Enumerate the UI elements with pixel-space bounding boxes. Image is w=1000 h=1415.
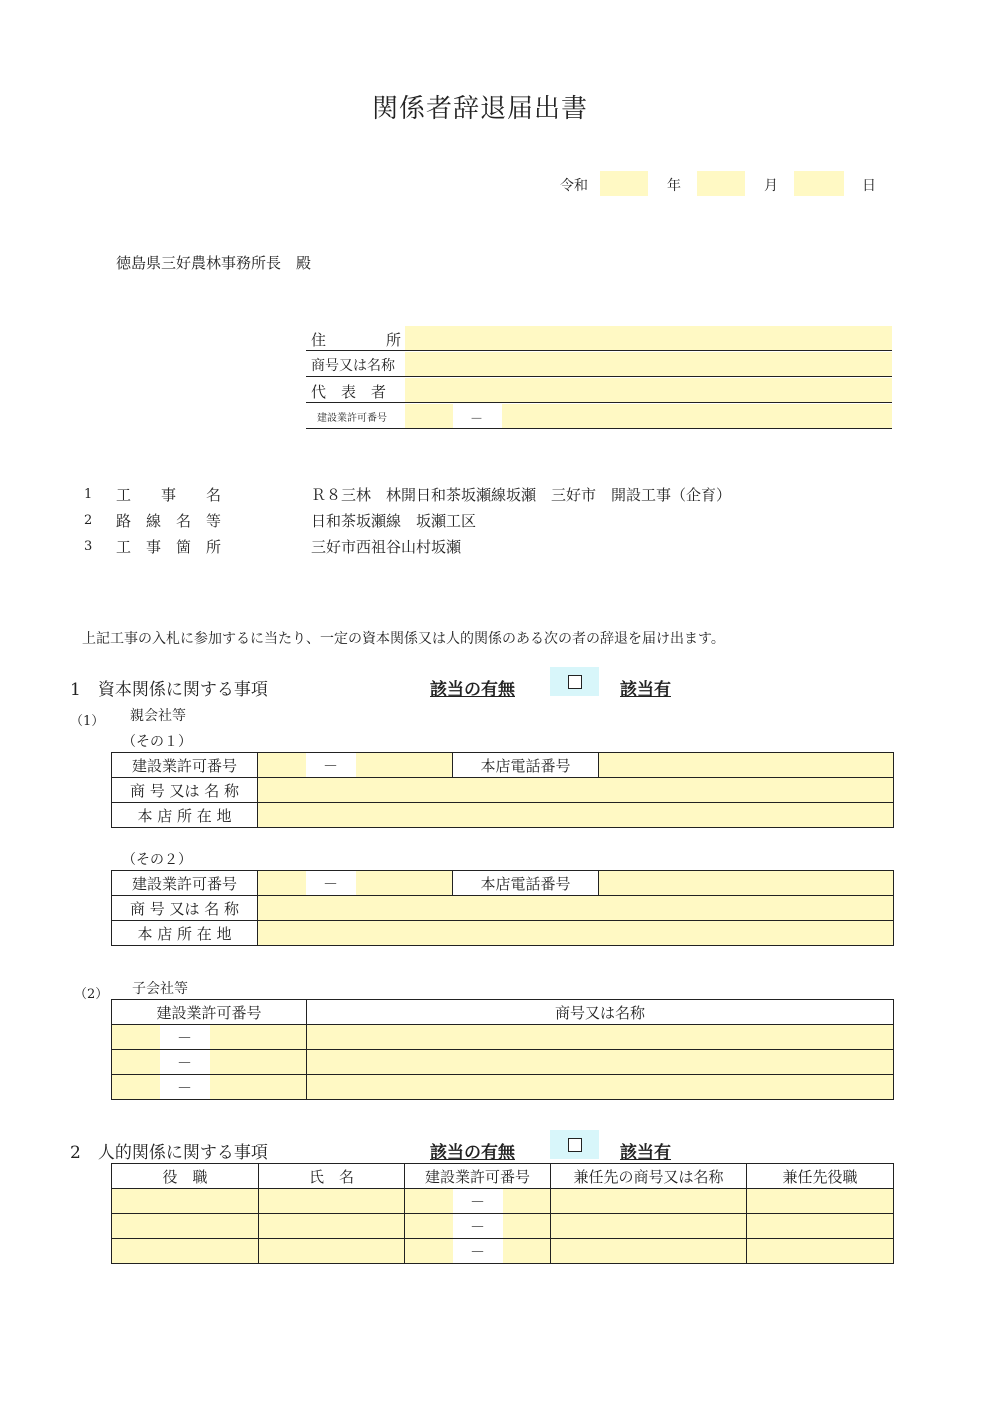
applicant-rep-field[interactable] xyxy=(405,378,892,402)
license-dash: － xyxy=(306,753,356,778)
applicant-address-field[interactable] xyxy=(405,326,892,350)
position-field[interactable] xyxy=(112,1189,259,1214)
license-dash: － xyxy=(453,1214,503,1239)
table-row xyxy=(112,1214,894,1239)
phone-field[interactable] xyxy=(599,871,894,896)
date-day-unit: 日 xyxy=(862,178,876,194)
license-label-cell: 建設業許可番号 xyxy=(112,871,258,896)
concurrent-position-field[interactable] xyxy=(747,1214,894,1239)
page-title: 関係者辞退届出書 xyxy=(371,94,588,124)
table-row xyxy=(112,1075,894,1100)
parent-entry-2-table xyxy=(111,870,894,946)
applicant-license-label: 建設業許可番号 xyxy=(317,413,387,424)
license-dash: － xyxy=(453,1239,503,1264)
date-era: 令和 xyxy=(560,178,588,194)
applicant-name-field[interactable] xyxy=(405,352,892,376)
license-dash: － xyxy=(160,1050,210,1075)
project-item-3-label: 工 事 箇 所 xyxy=(116,538,222,556)
license-field-2[interactable] xyxy=(503,1214,551,1239)
divider xyxy=(306,376,892,377)
company-name-field[interactable] xyxy=(307,1025,894,1050)
date-month-field[interactable] xyxy=(697,171,745,196)
date-year-field[interactable] xyxy=(600,171,648,196)
license-field-1[interactable] xyxy=(112,1025,160,1050)
parent-entry-1-label: （その１） xyxy=(122,734,192,750)
col-license-header: 建設業許可番号 xyxy=(405,1164,551,1189)
company-name-label: 商 号 又は 名 称 xyxy=(112,778,258,803)
license-field-1[interactable] xyxy=(112,1075,160,1100)
license-field-1[interactable] xyxy=(258,871,306,896)
col-concurrent-position-header: 兼任先役職 xyxy=(747,1164,894,1189)
license-field-1[interactable] xyxy=(405,1214,453,1239)
applicant-address-label: 住 所 xyxy=(311,331,402,349)
concurrent-company-field[interactable] xyxy=(551,1239,747,1264)
section1-checkbox-cell[interactable] xyxy=(550,667,599,696)
parent-entry-1-table xyxy=(111,752,894,828)
section1-checkbox[interactable] xyxy=(568,675,582,689)
company-name-field[interactable] xyxy=(258,896,894,921)
license-field-2[interactable] xyxy=(503,1239,551,1264)
addressee: 徳島県三好農林事務所長 殿 xyxy=(116,254,312,272)
concurrent-position-field[interactable] xyxy=(747,1189,894,1214)
company-address-label: 本 店 所 在 地 xyxy=(112,921,258,946)
phone-label-cell: 本店電話番号 xyxy=(453,753,599,778)
person-name-field[interactable] xyxy=(259,1239,405,1264)
person-name-field[interactable] xyxy=(259,1214,405,1239)
table-row xyxy=(112,1189,894,1214)
sub2-num: （2） xyxy=(74,987,109,1002)
concurrent-company-field[interactable] xyxy=(551,1214,747,1239)
col-license-header: 建設業許可番号 xyxy=(112,1000,307,1025)
section2-applicable-value: 該当有 xyxy=(620,1143,671,1163)
section2-checkbox-cell[interactable] xyxy=(550,1130,599,1159)
license-field-1[interactable] xyxy=(405,1239,453,1264)
project-item-3-value: 三好市西祖谷山村坂瀬 xyxy=(311,538,462,556)
project-item-1-num: 1 xyxy=(84,487,93,502)
divider xyxy=(306,402,892,403)
project-item-2-value: 日和茶坂瀬線 坂瀬工区 xyxy=(311,512,477,530)
sub1-num: （1） xyxy=(70,714,105,729)
person-name-field[interactable] xyxy=(259,1189,405,1214)
license-label-cell: 建設業許可番号 xyxy=(112,753,258,778)
phone-field[interactable] xyxy=(599,753,894,778)
company-name-field[interactable] xyxy=(307,1075,894,1100)
section1-applicable-label: 該当の有無 xyxy=(430,680,515,700)
position-field[interactable] xyxy=(112,1214,259,1239)
license-field-1[interactable] xyxy=(405,1189,453,1214)
divider xyxy=(306,350,892,351)
license-field-2[interactable] xyxy=(210,1050,307,1075)
company-name-field[interactable] xyxy=(258,778,894,803)
divider xyxy=(306,428,892,429)
concurrent-company-field[interactable] xyxy=(551,1189,747,1214)
applicant-rep-label: 代 表 者 xyxy=(311,383,387,401)
license-field-2[interactable] xyxy=(356,871,453,896)
date-year-unit: 年 xyxy=(667,178,681,194)
section1-heading: 1 資本関係に関する事項 xyxy=(70,680,268,700)
col-concurrent-company-header: 兼任先の商号又は名称 xyxy=(551,1164,747,1189)
applicant-license-field-2[interactable] xyxy=(502,404,892,428)
section2-heading: 2 人的関係に関する事項 xyxy=(70,1143,268,1163)
sub1-label: 親会社等 xyxy=(130,708,186,724)
col-name-header: 氏 名 xyxy=(259,1164,405,1189)
sub2-label: 子会社等 xyxy=(132,981,188,997)
applicant-name-label: 商号又は名称 xyxy=(311,358,395,374)
subsidiary-table xyxy=(111,999,894,1100)
company-name-label: 商 号 又は 名 称 xyxy=(112,896,258,921)
license-dash: － xyxy=(160,1075,210,1100)
company-address-field[interactable] xyxy=(258,803,894,828)
project-item-2-num: 2 xyxy=(84,513,93,528)
col-name-header: 商号又は名称 xyxy=(307,1000,894,1025)
statement: 上記工事の入札に参加するに当たり、一定の資本関係又は人的関係のある次の者の辞退を届け出ます。 xyxy=(82,631,725,647)
table-row xyxy=(112,1025,894,1050)
date-day-field[interactable] xyxy=(794,171,844,196)
license-field-2[interactable] xyxy=(210,1075,307,1100)
table-row xyxy=(112,1050,894,1075)
license-field-2[interactable] xyxy=(503,1189,551,1214)
project-item-1-value: Ｒ８三林 林開日和茶坂瀬線坂瀬 三好市 開設工事（企育） xyxy=(311,486,732,504)
date-month-unit: 月 xyxy=(764,178,778,194)
license-dash: － xyxy=(453,1189,503,1214)
section2-checkbox[interactable] xyxy=(568,1138,582,1152)
table-row xyxy=(112,1239,894,1264)
parent-entry-2-label: （その２） xyxy=(122,852,192,868)
project-item-3-num: 3 xyxy=(84,539,93,554)
license-field-2[interactable] xyxy=(356,753,453,778)
company-address-field[interactable] xyxy=(258,921,894,946)
license-field-1[interactable] xyxy=(112,1050,160,1075)
project-item-1-label: 工 事 名 xyxy=(116,486,222,504)
license-dash: － xyxy=(160,1025,210,1050)
applicant-license-field-1[interactable] xyxy=(405,404,453,428)
concurrent-position-field[interactable] xyxy=(747,1239,894,1264)
license-field-1[interactable] xyxy=(258,753,306,778)
company-address-label: 本 店 所 在 地 xyxy=(112,803,258,828)
personnel-table xyxy=(111,1163,894,1264)
company-name-field[interactable] xyxy=(307,1050,894,1075)
project-item-2-label: 路 線 名 等 xyxy=(116,512,222,530)
applicant-license-dash: － xyxy=(470,412,484,427)
section2-applicable-label: 該当の有無 xyxy=(430,1143,515,1163)
phone-label-cell: 本店電話番号 xyxy=(453,871,599,896)
license-dash: － xyxy=(306,871,356,896)
section1-applicable-value: 該当有 xyxy=(620,680,671,700)
col-position-header: 役 職 xyxy=(112,1164,259,1189)
position-field[interactable] xyxy=(112,1239,259,1264)
license-field-2[interactable] xyxy=(210,1025,307,1050)
